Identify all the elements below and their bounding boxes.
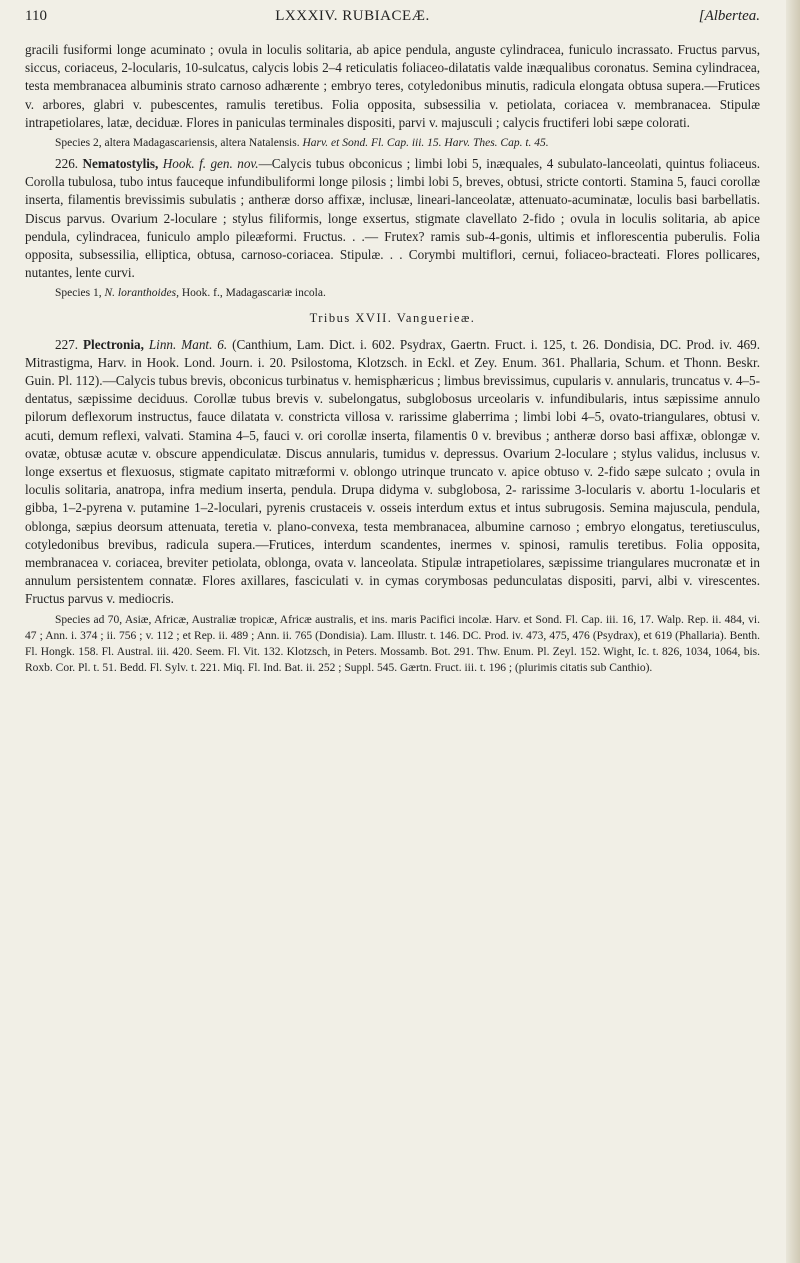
running-header <box>25 8 760 25</box>
species-references: Harv. et Sond. Fl. Cap. iii. 15. Harv. Thes. Cap. t. 45. <box>302 137 549 150</box>
genus-227-entry <box>25 336 760 609</box>
running-genus: [Albertea. <box>698 8 760 24</box>
genus-description: (Canthium, Lam. Dict. i. 602. Psydrax, Gaertn. Fruct. i. 125, t. 26. Dondisia, DC. Prod. iv. 469. Mitrastigma, Harv. in Hook. Lond. Journ. i. 20. Psilostoma, Klotzsch. in Eckl. et Zey. Enum. 361. Phallaria, Schum. et Thonn. Beskr. Guin. Pl. 112).—Calycis tubus brevis, obconicus turbinatus v. hemisphæricus ; limbus brevissimus, cupularis v. annularis, truncatus v. 4–5-dentatus, sæpissime deciduus. Corollæ tubus brevis v. subelongatus, subglobosus urceolaris v. infundibularis, intus sæpissime annulo pilorum deflexorum instructus, fauce dilatata v. constricta villosa v. rarissime glaberrima ; limbi lobi 4–5, ovato-triangulares, obtusi v. acuti, demum reflexi, valvati. Stamina 4–5, fauci v. ori corollæ inserta, filamentis 0 v. brevibus ; antheræ dorso basi affixæ, oblongæ v. ovatæ, obtusæ acutæ v. obscure appendiculatæ. Discus annularis, tumidus v. depressus. Ovarium 2-loculare ; stylus validus, inclusus v. longe exsertus et flexuosus, stigmate capitato mitræformi v. oblongo utrinque truncato v. apice obtuso v. 2-fido sæpe sulcato ; ovula in loculis solitaria, anatropa, infra medium inserta, pendula. Drupa didyma v. subglobosa, 2- rarissime 3-locularis v. abortu 1-locularis et gibba, 1–2-pyrena v. putamine 1–2-loculari, pyrenis crustaceis v. osseis interdum extus et intus subrugosis. Semina majuscula, pendula, oblonga, sæpius deorsum attenuata, teretia v. plano-convexa, testa membranacea, albumine carnoso ; embryo elongatus, teretiusculus, cotyledonibus brevibus, radicula supera.—Frutices, interdum scandentes, inermes v. spinosi, ramulis teretibus. Folia opposita, membranacea v. coriacea, breviter petiolata, oblonga, ovata v. lanceolata. Stipulæ intrapetiolares, sæpissime triangulares mucronatæ et in annulum persistentem connatæ. Flores axillares, fasciculati v. in cymas corymbosas pedunculatas dispositi, parvi, albi v. virescentes. Fructus parvus v. mediocris. <box>25 336 761 607</box>
species-tail: Hook. f., Madagascariæ incola. <box>178 287 326 300</box>
genus-authority: Linn. Mant. 6. <box>148 336 228 352</box>
species-name: N. loranthoides, <box>104 287 179 300</box>
genus-227-species-note: Species ad 70, Asiæ, Africæ, Australiæ tropicæ, Africæ australis, et ins. maris Pacifici incolæ. Harv. et Sond. Fl. Cap. iii. 16, 17. Walp. Rep. ii. 484, vi. 47 ; Ann. i. 374 ; ii. 756 ; v. 112 ; et Rep. ii. 489 ; Ann. ii. 765 (Dondisia). Lam. Illustr. t. 146. DC. Prod. iv. 473, 475, 476 (Psydrax), et 619 (Phallaria). Benth. Fl. Hongk. 158. Fl. Austral. iii. 420. Seem. Fl. Vit. 132. Klotzsch, in Peters. Mossamb. Bot. 291. Thw. Enum. Pl. Zeyl. 152. Wight, Ic. t. 826, 1034, 1064, bis. Roxb. Cor. Pl. t. 51. Bedd. Fl. Sylv. t. 221. Miq. Fl. Ind. Bat. ii. 252 ; Suppl. 545. Gærtn. Fruct. iii. t. 196 ; (plurimis citatis sub Canthio). <box>25 613 760 674</box>
genus-226-species-note <box>25 285 760 301</box>
genus-description: —Calycis tubus obconicus ; limbi lobi 5, inæquales, 4 subulato-lanceolati, quintus foliaceus. Corolla tubulosa, tubo intus fauceque infundibuliformi longe pilosis ; limbi lobi 5, breves, obtusi, stricte contorti. Stamina 5, fauci corollæ inserta, filamentis brevissimis subulatis ; antheræ dorso affixæ, inclusæ, lineari-lanceolatæ, attenuato-acuminatæ, loculis basi barbellatis. Discus parvus. Ovarium 2-loculare ; stylus filiformis, longe exsertus, stigmate clavellato 2-fido ; ovula in loculis solitaria, ab apice pendula, cylindracea, funiculo amplo pileæformi. Fructus. . .— Frutex? ramis sub-4-gonis, ultimis et inflorescentia puberulis. Folia opposita, subsessilia, elliptica, obtusa, carnoso-coriacea. Stipulæ. . . Corymbi multiflori, cernui, foliaceo-bracteati. Flores pollicares, nutantes, lente curvi. <box>25 156 761 281</box>
page-number: 110 <box>25 8 47 24</box>
page-edge-shadow <box>786 0 800 1263</box>
species-count: Species 1, <box>55 287 105 300</box>
genus-number: 226. <box>55 156 79 172</box>
genus-name: Plectronia, <box>83 336 144 352</box>
genus-number: 227. <box>55 336 79 352</box>
genus-authority: Hook. f. gen. nov. <box>162 156 259 172</box>
running-title: LXXXIV. RUBIACEÆ. <box>275 8 430 24</box>
genus-name: Nematostylis, <box>82 156 159 172</box>
species-text: Species 2, altera Madagascariensis, altera Natalensis. <box>55 137 303 150</box>
genus-226-entry <box>25 155 760 282</box>
albertea-species-note <box>25 135 760 151</box>
albertea-description-continued: gracili fusiformi longe acuminato ; ovula in loculis solitaria, ab apice pendula, anguste cylindracea, funiculo incrassato. Fructus parvus, siccus, coriaceus, 2-locularis, 10-sulcatus, calycis lobis 2–4 reticulatis foliaceo-dilatatis valde inæqualibus coronatus. Semina cylindracea, testa membranacea albuminis strato carnoso adhærente ; embryo teres, cotyledonibus minutis, radicula elongata obtusa supera.—Frutices v. arbores, glabri v. pubescentes, ramulis teretibus. Folia opposita, subsessilia v. petiolata, coriacea v. membranacea. Stipulæ intrapetiolares, latæ, deciduæ. Flores in paniculas terminales dispositi, parvi v. majusculi ; calycis fructiferi lobi sæpe colorati. <box>25 42 760 130</box>
tribe-heading: Tribus XVII. Vanguerieæ. <box>309 311 476 326</box>
page-body <box>25 41 760 676</box>
